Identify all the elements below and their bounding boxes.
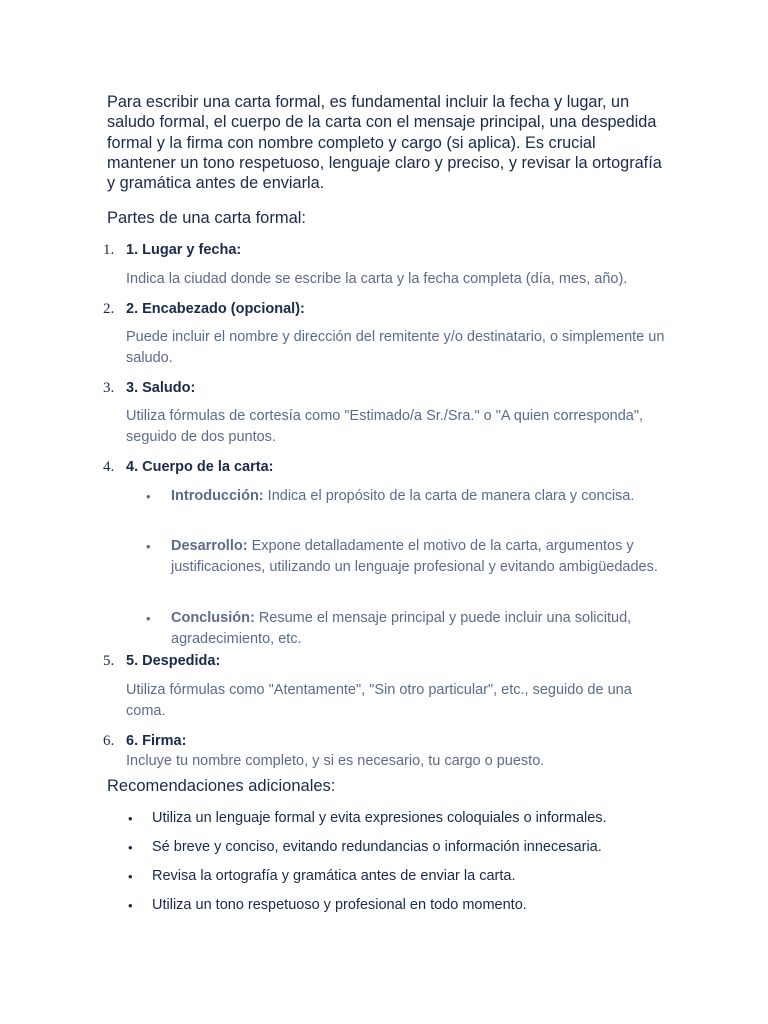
partes-heading: Partes de una carta formal: bbox=[107, 209, 307, 227]
list-number: 4. bbox=[103, 459, 115, 475]
recommendation-item: Utiliza un lenguaje formal y evita expresiones coloquiales o informales. bbox=[152, 810, 607, 826]
subitem-text: Resume el mensaje principal y puede incluir una solicitud, agradecimiento, etc. bbox=[171, 610, 632, 648]
list-number: 2. bbox=[103, 301, 115, 317]
item-title-cuerpo: 4. Cuerpo de la carta: bbox=[126, 459, 274, 475]
item-description: Utiliza fórmulas de cortesía como "Estimado/a Sr./Sra." o "A quien corresponda", seguido de dos puntos. bbox=[126, 408, 644, 446]
item-description: Utiliza fórmulas como "Atentamente", "Sin otro particular", etc., seguido de una coma. bbox=[126, 682, 632, 720]
bullet-icon: • bbox=[146, 539, 151, 554]
item-title-lugar-fecha: 1. Lugar y fecha: bbox=[126, 242, 242, 258]
subitem-introduccion bbox=[171, 486, 671, 507]
subitem-text: Expone detalladamente el motivo de la carta, argumentos y justificaciones, utilizando un lenguaje profesional y evitando ambigüedades. bbox=[171, 538, 658, 576]
list-number: 1. bbox=[103, 242, 115, 258]
subitem-text: Indica el propósito de la carta de manera clara y concisa. bbox=[267, 488, 635, 504]
item-description: Incluye tu nombre completo, y si es necesario, tu cargo o puesto. bbox=[126, 753, 545, 769]
bullet-icon: • bbox=[128, 869, 133, 884]
subitem-label: Desarrollo: bbox=[171, 538, 248, 554]
list-number: 6. bbox=[103, 733, 115, 749]
item-title-despedida: 5. Despedida: bbox=[126, 653, 221, 669]
item-title-firma: 6. Firma: bbox=[126, 733, 187, 749]
recommendation-item: Revisa la ortografía y gramática antes de enviar la carta. bbox=[152, 868, 516, 884]
bullet-icon: • bbox=[128, 898, 133, 913]
recommendation-item: Utiliza un tono respetuoso y profesional en todo momento. bbox=[152, 897, 527, 913]
bullet-icon: • bbox=[146, 611, 151, 626]
subitem-label: Introducción: bbox=[171, 488, 264, 504]
bullet-icon: • bbox=[146, 489, 151, 504]
recommendation-item: Sé breve y conciso, evitando redundancias o información innecesaria. bbox=[152, 839, 602, 855]
intro-paragraph: Para escribir una carta formal, es fundamental incluir la fecha y lugar, un saludo formal, el cuerpo de la carta con el mensaje principal, una despedida formal y la firma con nombre completo y cargo (si aplica). Es crucial mantener un tono respetuoso, lenguaje claro y preciso, y revisar la ortografía y gramática antes de enviarla. bbox=[107, 93, 662, 193]
item-title-saludo: 3. Saludo: bbox=[126, 380, 196, 396]
list-number: 5. bbox=[103, 653, 115, 669]
bullet-icon: • bbox=[128, 840, 133, 855]
subitem-label: Conclusión: bbox=[171, 610, 255, 626]
subitem-desarrollo bbox=[171, 536, 671, 579]
item-title-encabezado: 2. Encabezado (opcional): bbox=[126, 301, 305, 317]
list-number: 3. bbox=[103, 380, 115, 396]
item-description: Indica la ciudad donde se escribe la carta y la fecha completa (día, mes, año). bbox=[126, 271, 628, 287]
bullet-icon: • bbox=[128, 811, 133, 826]
recomendaciones-heading: Recomendaciones adicionales: bbox=[107, 777, 336, 795]
item-description: Puede incluir el nombre y dirección del remitente y/o destinatario, o simplemente un saludo. bbox=[126, 329, 665, 367]
subitem-conclusion bbox=[171, 608, 671, 651]
